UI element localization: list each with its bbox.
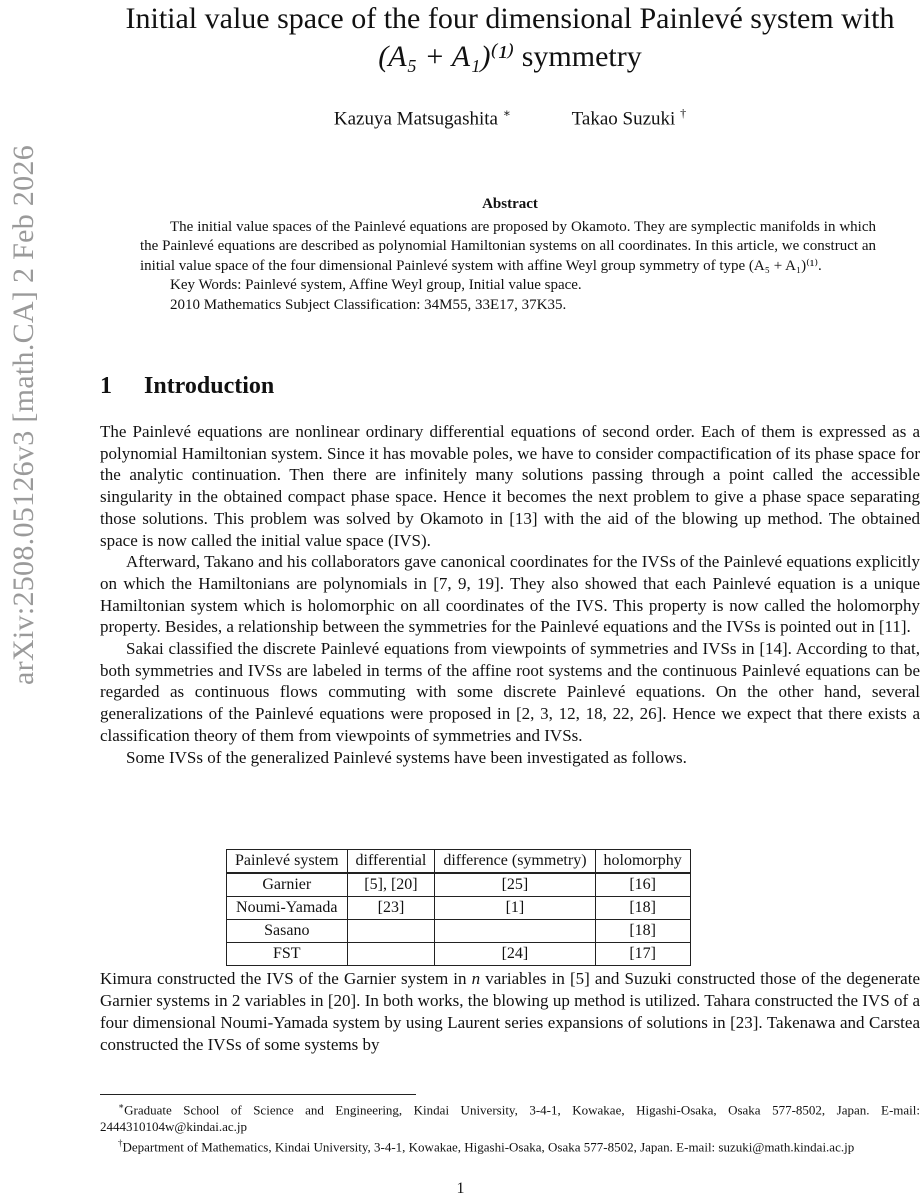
abstract-body xyxy=(140,218,876,315)
table-header: differential xyxy=(347,850,435,874)
table-row xyxy=(227,897,691,920)
table-cell: [25] xyxy=(435,873,595,897)
table-header-row xyxy=(227,850,691,874)
variable-n: n xyxy=(471,969,481,988)
table-cell: [17] xyxy=(595,943,690,966)
page-number: 1 xyxy=(456,1180,465,1197)
title-symmetry-type: (A₅ + A₁)⁽¹⁾ xyxy=(378,40,515,73)
table-cell xyxy=(347,943,435,966)
author-list xyxy=(100,106,920,130)
author-1 xyxy=(334,106,511,130)
author-footnote-mark: ∗ xyxy=(502,106,511,120)
table-cell: Noumi-Yamada xyxy=(227,897,348,920)
footnote-text: Department of Mathematics, Kindai University, 3-4-1, Kowakae, Higashi-Osaka, Osaka 577-8502, Japan. E-mail: suzuki@math.kindai.ac.jp xyxy=(122,1139,855,1155)
section-title: Introduction xyxy=(144,373,275,399)
paper-title xyxy=(100,0,920,76)
footnote xyxy=(100,1135,920,1155)
table-row xyxy=(227,873,691,897)
table-cell: [23] xyxy=(347,897,435,920)
table-header: holomorphy xyxy=(595,850,690,874)
body-paragraph: Sakai classified the discrete Painlevé equations from viewpoints of symmetries and IVSs in [14]. According to that, both symmetries and IVSs are labeled in terms of the affine root systems and the continuous Painlevé equations can be regarded as continuous flows commuting with some discrete Painlevé equations. On the other hand, several generalizations of the Painlevé equations were proposed in [2, 3, 12, 18, 22, 26]. Hence we expect that there exists a classification theory of them from viewpoints of symmetries and IVSs. xyxy=(100,639,920,745)
table-cell: [18] xyxy=(595,920,690,943)
table-cell xyxy=(347,920,435,943)
abstract-paragraph: The initial value spaces of the Painlevé equations are proposed by Okamoto. They are symplectic manifolds in which the Painlevé equations are described as polynomial Hamiltonian systems on all coordinates. In this article, we construct an initial value space of the four dimensional Painlevé system with affine Weyl group symmetry of type (A₅ + A₁)⁽¹⁾. xyxy=(140,219,876,274)
footnote-rule xyxy=(100,1094,416,1095)
msc-classification: 2010 Mathematics Subject Classification: 34M55, 33E17, 37K35. xyxy=(170,296,567,313)
title-line-1: Initial value space of the four dimensional Painlevé system with xyxy=(125,2,895,35)
body-paragraph xyxy=(100,968,920,1056)
footnote xyxy=(100,1098,920,1135)
footnote-mark: † xyxy=(118,1138,123,1149)
footnote-text: Graduate School of Science and Engineering, Kindai University, 3-4-1, Kowakae, Higashi-Osaka, Osaka 577-8502, Japan. E-mail: 2444310104w@kindai.ac.jp xyxy=(100,1102,920,1135)
table-row xyxy=(227,920,691,943)
ivs-reference-table xyxy=(226,849,691,966)
body-paragraph: Some IVSs of the generalized Painlevé systems have been investigated as follows. xyxy=(126,747,687,767)
keywords: Key Words: Painlevé system, Affine Weyl group, Initial value space. xyxy=(170,277,582,294)
arxiv-identifier-stamp xyxy=(2,145,46,685)
table-cell xyxy=(435,920,595,943)
table-cell: [1] xyxy=(435,897,595,920)
author-2 xyxy=(572,106,686,130)
arxiv-id-text: arXiv:2508.05126v3 [math.CA] 2 Feb 2026 xyxy=(7,145,40,685)
title-line-2-text: symmetry xyxy=(514,40,642,73)
section-heading xyxy=(100,373,274,400)
footnote-mark: ∗ xyxy=(118,1101,125,1111)
section-number: 1 xyxy=(100,373,112,399)
table-cell: FST xyxy=(227,943,348,966)
table-cell: [5], [20] xyxy=(347,873,435,897)
author-name: Kazuya Matsugashita xyxy=(333,108,498,130)
footnotes xyxy=(100,1098,920,1156)
body-paragraph: The Painlevé equations are nonlinear ordinary differential equations of second order. Each of them is expressed as a polynomial Hamiltonian system. Since it has movable poles, we have to consider compactification of its phase space for the analytic continuation. Then there are infinitely many solutions passing through a point called the accessible singularity in the obtained compact phase space. Hence it becomes the next problem to give a phase space separating those solutions. This problem was solved by Okamoto in [13] with the aid of the blowing up method. The obtained space is now called the initial value space (IVS). xyxy=(100,422,920,550)
table-cell: [18] xyxy=(595,897,690,920)
author-name: Takao Suzuki xyxy=(571,108,676,130)
body-paragraph: Afterward, Takano and his collaborators gave canonical coordinates for the IVSs of the Painlevé equations explicitly on which the Hamiltonians are polynomials in [7, 9, 19]. They also showed that each Painlevé equation is a unique Hamiltonian system which is holomorphic on all coordinates of the IVS. This property is now called the holomorphy property. Besides, a relationship between the symmetries for the Painlevé equations and the IVSs is pointed out in [11]. xyxy=(100,552,920,637)
table-header: Painlevé system xyxy=(227,850,348,874)
abstract-heading: Abstract xyxy=(482,196,538,212)
text-run: variables in [5] and Suzuki constructed those of the degenerate Garnier systems in 2 variables in [20]. In both works, the blowing up method is utilized. Tahara constructed the IVS of a four dimensional Noumi-Yamada system by using Laurent series expansions of solutions in [23]. Takenawa and Carstea constructed the IVSs of some systems by xyxy=(100,969,920,1054)
table-header: difference (symmetry) xyxy=(435,850,595,874)
author-footnote-mark: † xyxy=(680,106,687,120)
post-table-body xyxy=(100,968,920,1056)
text-run: Kimura constructed the IVS of the Garnier system in xyxy=(100,969,472,988)
table-cell: Sasano xyxy=(227,920,348,943)
table-cell: [24] xyxy=(435,943,595,966)
introduction-body xyxy=(100,421,920,768)
table-row xyxy=(227,943,691,966)
title-line-2 xyxy=(100,38,920,76)
table-cell: Garnier xyxy=(227,873,348,897)
table-cell: [16] xyxy=(595,873,690,897)
